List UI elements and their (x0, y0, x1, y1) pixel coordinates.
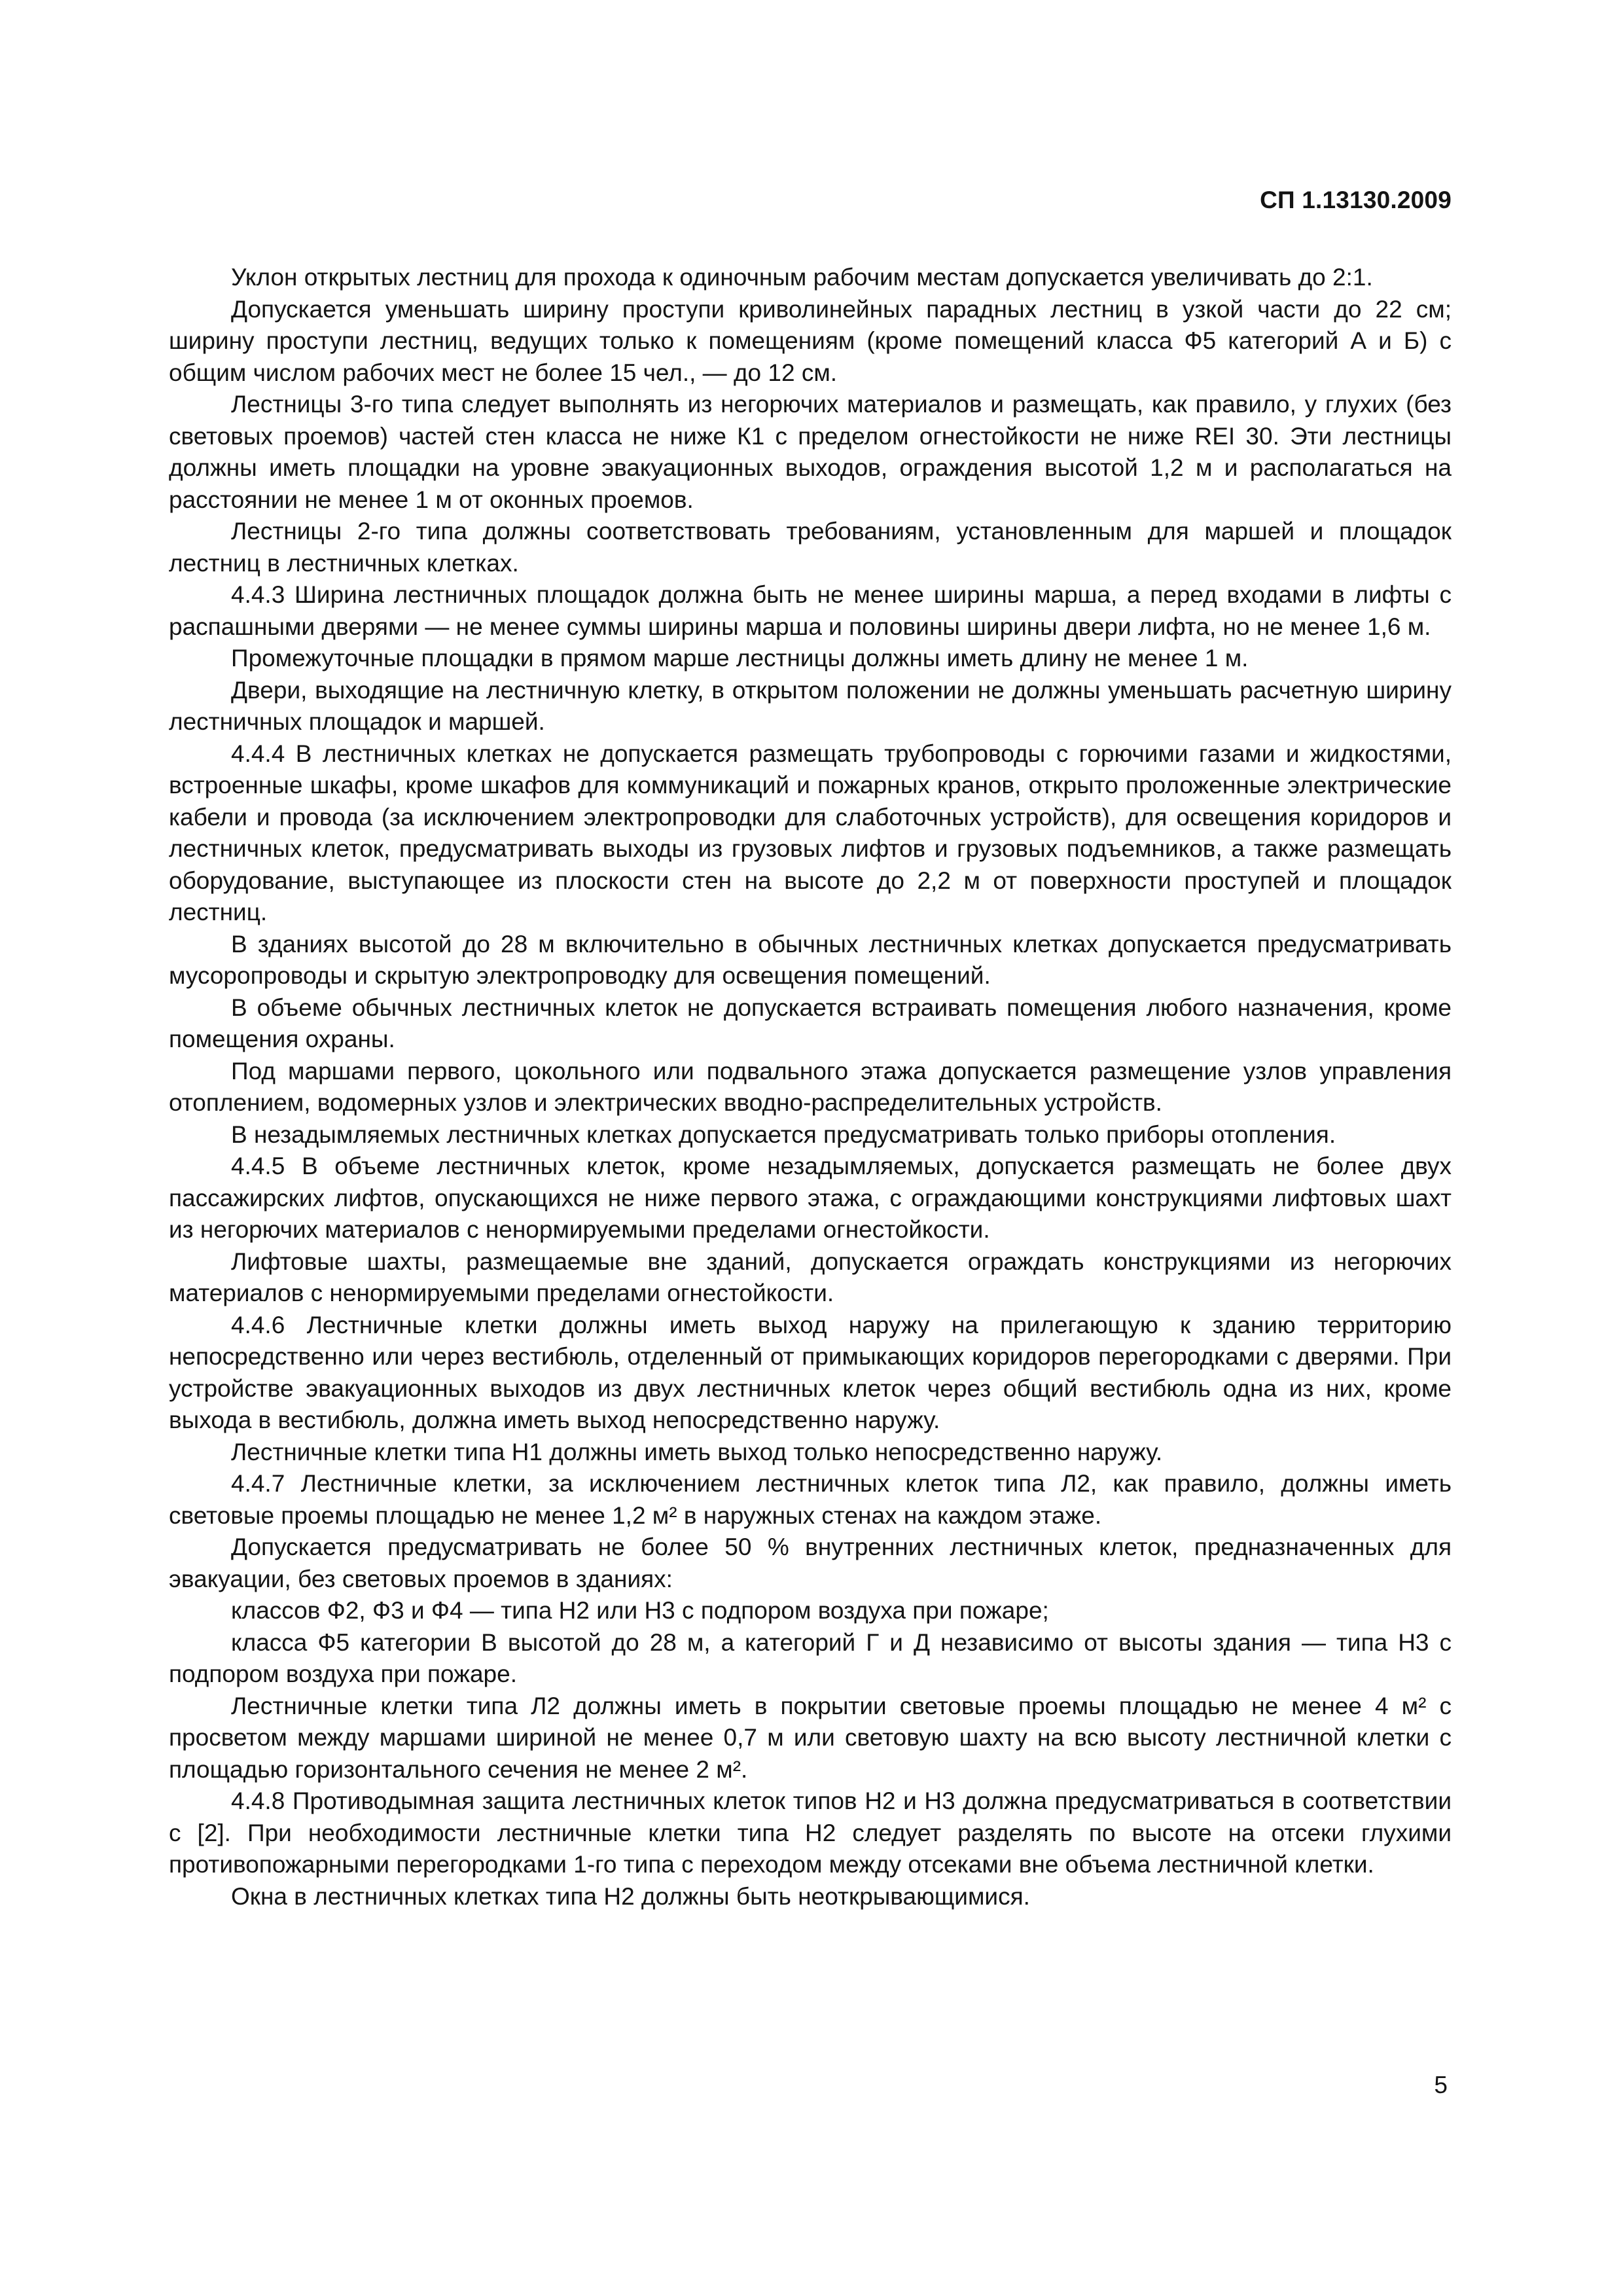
paragraph: В незадымляемых лестничных клетках допускается предусматривать только приборы отопления. (231, 1121, 1336, 1148)
paragraph: Допускается предусматривать не более 50 % внутренних лестничных клеток, предназначенных для эвакуации, без световых проемов в зданиях: (169, 1534, 1452, 1592)
paragraph: В объеме обычных лестничных клеток не допускается встраивать помещения любого назначения, кроме помещения охраны. (169, 994, 1452, 1052)
paragraph: Лестницы 2-го типа должны соответствовать требованиям, установленным для маршей и площадок лестниц в лестничных клетках. (169, 518, 1452, 577)
document-code: СП 1.13130.2009 (1260, 187, 1452, 213)
body-text (169, 262, 1452, 1912)
paragraph: Лестничные клетки типа Л2 должны иметь в покрытии световые проемы площадью не менее 4 м² с просветом между маршами шириной не менее 0,7 м или световую шахту на всю высоту лестничной клетки с площадью горизонтального сечения не менее 2 м². (169, 1692, 1452, 1783)
paragraph-list-item: класса Ф5 категории В высотой до 28 м, а категорий Г и Д независимо от высоты здания — типа Н3 с подпором воздуха при пожаре. (169, 1628, 1452, 1687)
paragraph-section-4-4-4: 4.4.4 В лестничных клетках не допускается размещать трубопроводы с горючими газами и жидкостями, встроенные шкафы, кроме шкафов для коммуникаций и пожарных кранов, открыто проложенные электрические кабели и провода (за исключением электропроводки для слаботочных устройств), для освещения коридоров и лестничных клеток, предусматривать выходы из грузовых лифтов и грузовых подъемников, а также размещать оборудование, выступающее из плоскости стен на высоте до 2,2 м от поверхности проступей и площадок лестниц. (169, 740, 1452, 925)
page-number: 5 (1434, 2072, 1448, 2098)
paragraph: Двери, выходящие на лестничную клетку, в открытом положении не должны уменьшать расчетную ширину лестничных площадок и маршей. (169, 676, 1452, 735)
paragraph: В зданиях высотой до 28 м включительно в обычных лестничных клетках допускается предусматривать мусоропроводы и скрытую электропроводку для освещения помещений. (169, 930, 1452, 989)
paragraph-list-item: классов Ф2, Ф3 и Ф4 — типа Н2 или Н3 с подпором воздуха при пожаре; (231, 1597, 1049, 1624)
paragraph: Лестничные клетки типа Н1 должны иметь выход только непосредственно наружу. (231, 1438, 1163, 1465)
paragraph: Уклон открытых лестниц для прохода к одиночным рабочим местам допускается увеличивать до 2:1. (231, 264, 1373, 291)
paragraph: Лифтовые шахты, размещаемые вне зданий, допускается ограждать конструкциями из негорючих материалов с ненормируемыми пределами огнестойкости. (169, 1247, 1452, 1306)
paragraph: Лестницы 3-го типа следует выполнять из негорючих материалов и размещать, как правило, у глухих (без световых проемов) частей стен класса не ниже К1 с пределом огнестойкости не ниже REI 30. Эти лестницы должны иметь площадки на уровне эвакуационных выходов, ограждения высотой 1,2 м и располагаться на расстоянии не менее 1 м от оконных проемов. (169, 391, 1452, 513)
paragraph: Под маршами первого, цокольного или подвального этажа допускается размещение узлов управления отоплением, водомерных узлов и электрических вводно-распределительных устройств. (169, 1057, 1452, 1116)
paragraph-section-4-4-5: 4.4.5 В объеме лестничных клеток, кроме незадымляемых, допускается размещать не более двух пассажирских лифтов, опускающихся не ниже первого этажа, с ограждающими конструкциями лифтовых шахт из негорючих материалов с ненормируемыми пределами огнестойкости. (169, 1153, 1452, 1243)
paragraph: Допускается уменьшать ширину проступи криволинейных парадных лестниц в узкой части до 22 см; ширину проступи лестниц, ведущих только к помещениям (кроме помещений класса Ф5 категорий А и Б) с общим числом рабочих мест не более 15 чел., — до 12 см. (169, 295, 1452, 386)
paragraph-section-4-4-3: 4.4.3 Ширина лестничных площадок должна быть не менее ширины марша, а перед входами в лифты с распашными дверями — не менее суммы ширины марша и половины ширины двери лифта, но не менее 1,6 м. (169, 581, 1452, 640)
paragraph: Окна в лестничных клетках типа Н2 должны быть неоткрывающимися. (231, 1882, 1030, 1910)
paragraph: Промежуточные площадки в прямом марше лестницы должны иметь длину не менее 1 м. (231, 645, 1249, 672)
paragraph-section-4-4-7: 4.4.7 Лестничные клетки, за исключением лестничных клеток типа Л2, как правило, должны иметь световые проемы площадью не менее 1,2 м² в наружных стенах на каждом этаже. (169, 1470, 1452, 1529)
paragraph-section-4-4-6: 4.4.6 Лестничные клетки должны иметь выход наружу на прилегающую к зданию территорию непосредственно или через вестибюль, отделенный от примыкающих коридоров перегородками с дверями. При устройстве эвакуационных выходов из двух лестничных клеток через общий вестибюль одна из них, кроме выхода в вестибюль, должна иметь выход непосредственно наружу. (169, 1311, 1452, 1433)
paragraph-section-4-4-8: 4.4.8 Противодымная защита лестничных клеток типов Н2 и Н3 должна предусматриваться в соответствии с [2]. При необходимости лестничные клетки типа Н2 следует разделять по высоте на отсеки глухими противопожарными перегородками 1-го типа с переходом между отсеками вне объема лестничной клетки. (169, 1787, 1452, 1878)
